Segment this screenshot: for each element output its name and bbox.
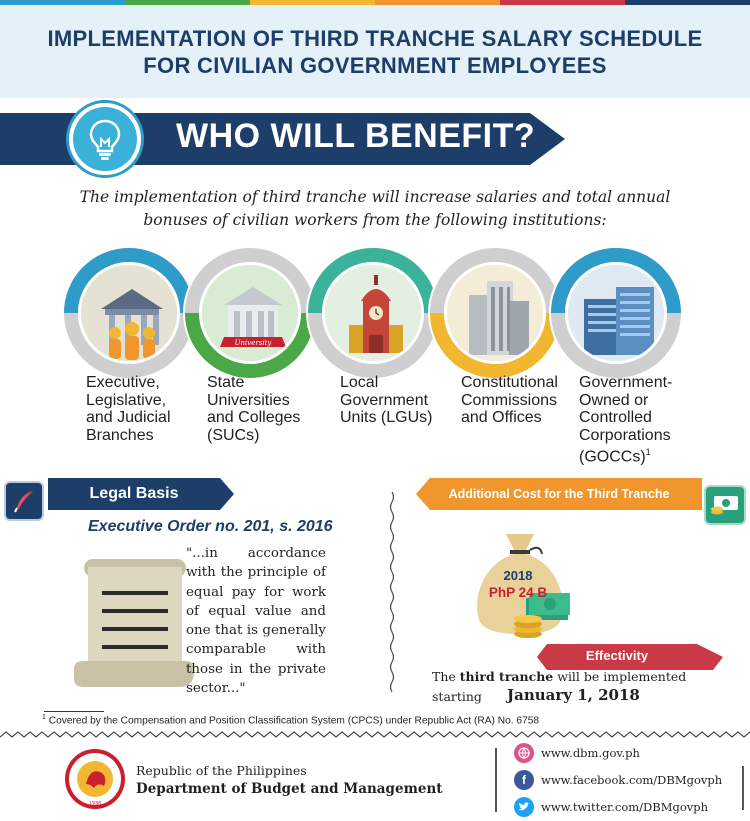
institution-circle-1 (62, 246, 196, 380)
twitter-link[interactable] (514, 797, 708, 817)
facebook-link-text[interactable]: www.facebook.com/DBMgovph (541, 773, 723, 787)
dbm-seal-logo (64, 748, 126, 810)
additional-cost-title: Additional Cost for the Third Tranche (448, 487, 670, 501)
university-icon (199, 262, 301, 364)
label-constitutional: Constitutional Commissions and Offices (461, 374, 558, 426)
institution-circle-3 (306, 246, 440, 380)
facebook-link[interactable] (514, 770, 722, 790)
footnote: $^1$ Covered by the Compensation and Position Classification System (CPCS) under Republic Act (RA) No. 6758 (42, 714, 540, 727)
legal-basis-title: Legal Basis (89, 485, 179, 502)
city-hall-icon (322, 262, 424, 364)
cost-amount: PhP 24 B (488, 585, 548, 600)
label-lgus: Local Government Units (LGUs) (340, 374, 433, 426)
cash-icon (704, 485, 746, 525)
quill-icon (4, 481, 44, 521)
scroll-icon (74, 557, 196, 694)
twitter-link-text[interactable]: www.twitter.com/DBMgovph (541, 800, 709, 814)
header-title-line1: IMPLEMENTATION OF THIRD TRANCHE SALARY SCHEDULE (47, 25, 703, 51)
web-link[interactable] (514, 743, 640, 763)
org-line1: Republic of the Philippines (136, 763, 307, 778)
cost-year: 2018 (503, 568, 533, 583)
effectivity-starting: starting (432, 689, 482, 704)
footer-right-rule (742, 766, 744, 810)
intro-line1: The implementation of third tranche will increase salaries and total annual (79, 188, 671, 206)
label-sucs: State Universities and Colleges (SUCs) (207, 374, 301, 444)
label-executive: Executive, Legislative, and Judicial Branches (86, 374, 171, 444)
government-building-icon (78, 262, 180, 364)
lightbulb-icon (73, 107, 137, 171)
twitter-icon (514, 797, 534, 817)
institution-circle-4 (428, 246, 562, 380)
effectivity-date: January 1, 2018 (507, 686, 640, 704)
office-buildings-icon (444, 262, 546, 364)
executive-order-title: Executive Order no. 201, s. 2016 (88, 518, 333, 535)
seal-year: 1936 (88, 801, 102, 807)
label-goccs: Government- Owned or Controlled Corporations (GOCCs)$^1$ (579, 374, 673, 466)
facebook-icon: f (514, 770, 534, 790)
footnote-rule (44, 711, 104, 712)
section-divider (389, 492, 395, 702)
web-link-text[interactable]: www.dbm.gov.ph (541, 746, 640, 760)
institution-circle-2 (183, 246, 317, 380)
footnote-mark: 1 (645, 447, 651, 457)
svg-text:University: University (234, 339, 272, 347)
org-line2: Department of Budget and Management (136, 781, 443, 797)
effectivity-title: Effectivity (585, 648, 649, 663)
effectivity-text: The third tranche will be implemented (432, 669, 687, 684)
legal-quote: "...in accordance with the principle of equal pay for work of equal value and one that is generally comparable with those in the private sector..." (186, 546, 326, 697)
corporate-building-icon (565, 262, 667, 364)
intro-line2: bonuses of civilian workers from the following institutions: (143, 211, 607, 229)
intro-text (40, 186, 710, 232)
zigzag-separator (0, 731, 750, 743)
institution-circle-5 (549, 246, 683, 380)
header-title-line2: FOR CIVILIAN GOVERNMENT EMPLOYEES (143, 52, 607, 78)
who-will-benefit-title: WHO WILL BENEFIT? (176, 117, 536, 155)
footer-divider (495, 748, 497, 812)
header (0, 5, 750, 98)
web-icon (514, 743, 534, 763)
